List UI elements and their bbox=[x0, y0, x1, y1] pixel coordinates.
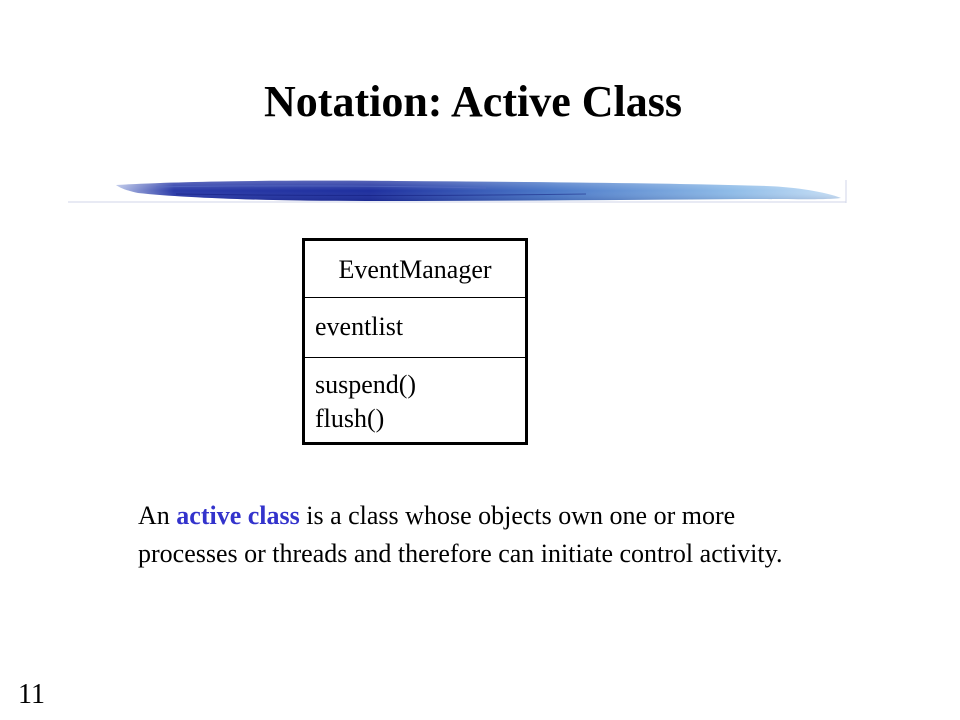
uml-attributes-compartment bbox=[305, 298, 525, 358]
description-prefix: An bbox=[138, 501, 177, 530]
description-text bbox=[138, 497, 828, 573]
uml-class-name: EventManager bbox=[305, 241, 525, 298]
page-number: 11 bbox=[18, 679, 45, 710]
brush-stroke-divider bbox=[66, 170, 852, 210]
uml-operation: suspend() bbox=[315, 370, 417, 399]
slide-title: Notation: Active Class bbox=[264, 77, 682, 126]
uml-operations-compartment bbox=[305, 358, 525, 436]
uml-attribute: eventlist bbox=[315, 312, 404, 341]
description-term: active class bbox=[176, 501, 300, 530]
description-suffix: is a class whose objects own one or more processes or threads and therefore can initiate control activity. bbox=[138, 501, 783, 568]
uml-class-box bbox=[302, 238, 528, 445]
uml-operation: flush() bbox=[315, 404, 385, 433]
